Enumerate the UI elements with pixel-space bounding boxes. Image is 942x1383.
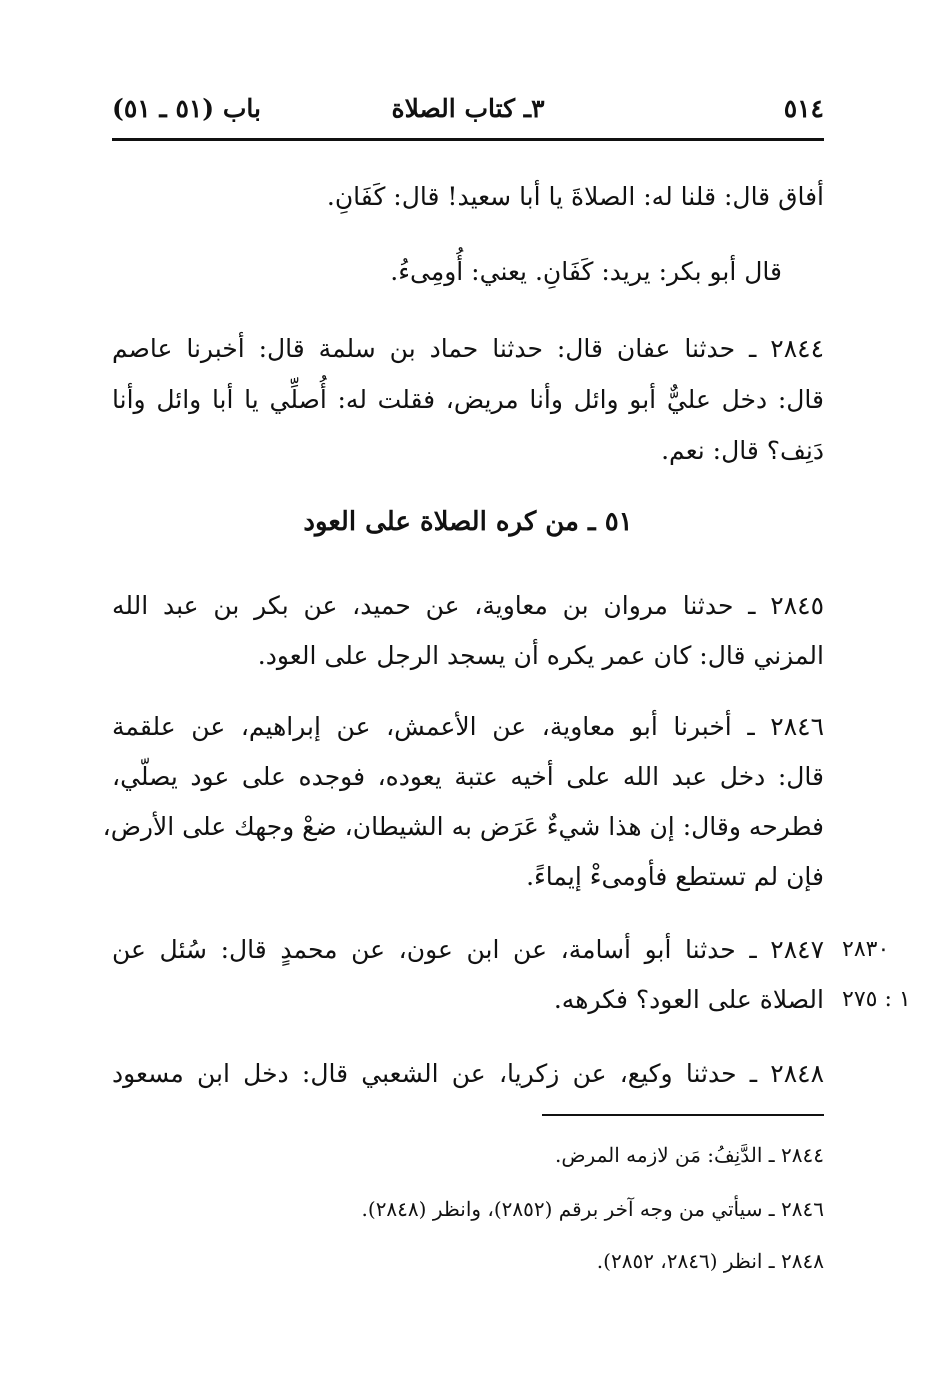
footnote: ٢٨٤٦ ـ سيأتي من وجه آخر برقم (٢٨٥٢)، وانظر (٢٨٤٨). xyxy=(361,1197,824,1221)
hadith-2844-line: ٢٨٤٤ ـ حدثنا عفان قال: حدثنا حماد بن سلمة قال: أخبرنا عاصم xyxy=(112,334,824,363)
hadith-2847-line: ٢٨٤٧ ـ حدثنا أبو أسامة، عن ابن عون، عن محمدٍ قال: سُئل عن xyxy=(112,935,824,964)
chapter-range: باب (٥١ ـ ٥١) xyxy=(112,94,261,123)
margin-volume-page: ١ : ٢٧٥ xyxy=(842,987,911,1012)
page-number: ٥١٤ xyxy=(783,94,824,123)
header-rule xyxy=(112,138,824,141)
footnote: ٢٨٤٨ ـ انظر (٢٨٤٦، ٢٨٥٢). xyxy=(596,1249,824,1273)
section-heading: ٥١ ـ من كره الصلاة على العود xyxy=(303,507,633,537)
hadith-2845-line: ٢٨٤٥ ـ حدثنا مروان بن معاوية، عن حميد، عن بكر بن عبد الله xyxy=(112,591,824,620)
hadith-2845-line: المزني قال: كان عمر يكره أن يسجد الرجل على العود. xyxy=(257,641,824,670)
text-line: قال أبو بكر: يريد: كَفَانِ. يعني: أُومِىءُ. xyxy=(390,257,782,286)
text-line: أفاق قال: قلنا له: الصلاةَ يا أبا سعيد! قال: كَفَانِ. xyxy=(326,182,824,211)
hadith-2846-line: فطرحه وقال: إن هذا شيءٌ عَرَض به الشيطان، ضعْ وجهك على الأرض، xyxy=(102,812,824,841)
hadith-2846-line: فإن لم تستطع فأومىءْ إيماءً. xyxy=(526,862,824,891)
footnote: ٢٨٤٤ ـ الدَّنِفُ: مَن لازمه المرض. xyxy=(555,1143,824,1167)
hadith-2847-line: الصلاة على العود؟ فكرهه. xyxy=(553,985,824,1014)
book-title: ٣ـ كتاب الصلاة xyxy=(391,94,545,123)
hadith-2846-line: ٢٨٤٦ ـ أخبرنا أبو معاوية، عن الأعمش، عن إبراهيم، عن علقمة xyxy=(112,712,824,741)
margin-cross-reference: ٢٨٣٠ xyxy=(842,937,890,962)
hadith-2844-line: قال: دخل عليٌّ أبو وائل وأنا مريض، فقلت له: أُصلِّي يا أبا وائل وأنا xyxy=(112,385,824,414)
footnote-rule xyxy=(542,1114,824,1116)
hadith-2844-line: دَنِف؟ قال: نعم. xyxy=(661,436,824,465)
running-head xyxy=(112,94,824,134)
hadith-2848-line: ٢٨٤٨ ـ حدثنا وكيع، عن زكريا، عن الشعبي قال: دخل ابن مسعود xyxy=(112,1059,824,1088)
hadith-2846-line: قال: دخل عبد الله على أخيه عتبة يعوده، فوجده على عود يصلّي، xyxy=(112,762,824,791)
